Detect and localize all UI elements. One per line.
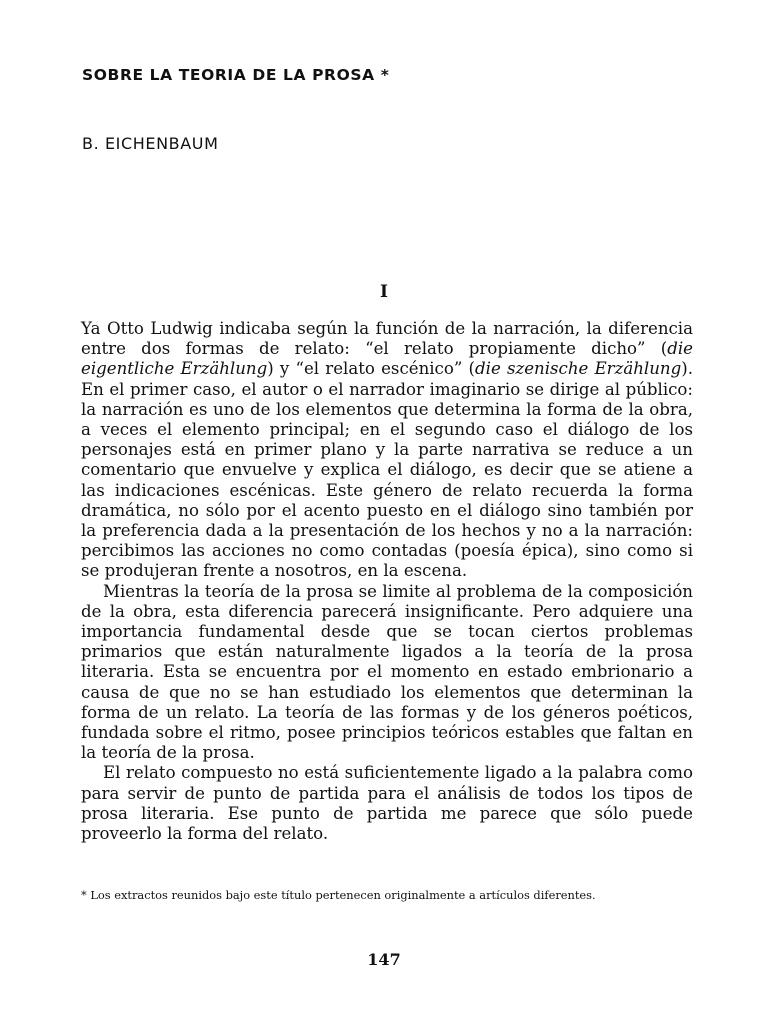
- body-text: [81, 319, 693, 844]
- page-number: 147: [367, 950, 401, 969]
- paragraph-1-part-e: ). En el primer caso, el autor o el narrador imaginario se dirige al público: la narración es uno de los elementos que determina la forma de la obra, a veces el elemento principal; en el segundo caso el diálogo de los personajes está en primer plano y la parte narrativa se reduce a un comentario que envuelve y explica el diálogo, es decir que se atiene a las indicaciones escénicas. Este género de relato recuerda la forma dramática, no sólo por el acento puesto en el diálogo sino también por la preferencia dada a la presentación de los hechos y no a la narración: percibimos las acciones no como contadas (poesía épica), sino como si se produjeran frente a nosotros, en la escena.: [81, 359, 693, 581]
- paragraph-1-part-c: ) y “el relato escénico” (: [267, 359, 476, 379]
- article-title-text: SOBRE LA TEORIA DE LA PROSA: [82, 66, 375, 84]
- footnote-text: Los extractos reunidos bajo este título pertenecen originalmente a artículos diferentes.: [90, 888, 596, 902]
- section-number: I: [380, 282, 388, 302]
- paragraph-1-german-term-1: die eigentliche Erzählung: [81, 339, 693, 379]
- author-name: B. EICHENBAUM: [82, 134, 219, 153]
- article-title: [82, 66, 389, 84]
- paragraph-1-part-a: Ya Otto Ludwig indicaba según la función de la narración, la diferencia entre dos formas de relato: “el relato propiamente dicho” (: [81, 319, 693, 359]
- paragraph-2: Mientras la teoría de la prosa se limite al problema de la composición de la obra, esta diferencia parecerá insignificante. Pero adquiere una importancia fundamental desde que se tocan ciertos problemas primarios que están naturalmente ligados a la teoría de la prosa literaria. Esta se encuentra por el momento en estado embrionario a causa de que no se han estudiado los elementos que determinan la forma de un relato. La teoría de las formas y de los géneros poéticos, fundada sobre el ritmo, posee principios teóricos estables que faltan en la teoría de la prosa.: [81, 581, 693, 763]
- footnote-reference-mark: *: [380, 66, 390, 84]
- footnote: [81, 887, 693, 903]
- paragraph-1: [81, 319, 693, 582]
- paragraph-3: El relato compuesto no está suficientemente ligado a la palabra como para servir de punto de partida para el análisis de todos los tipos de prosa literaria. Ese punto de partida me parece que sólo puede proveerlo la forma del relato.: [81, 763, 693, 844]
- footnote-mark: *: [81, 888, 87, 902]
- paragraph-1-german-term-2: die szenische Erzählung: [475, 359, 682, 379]
